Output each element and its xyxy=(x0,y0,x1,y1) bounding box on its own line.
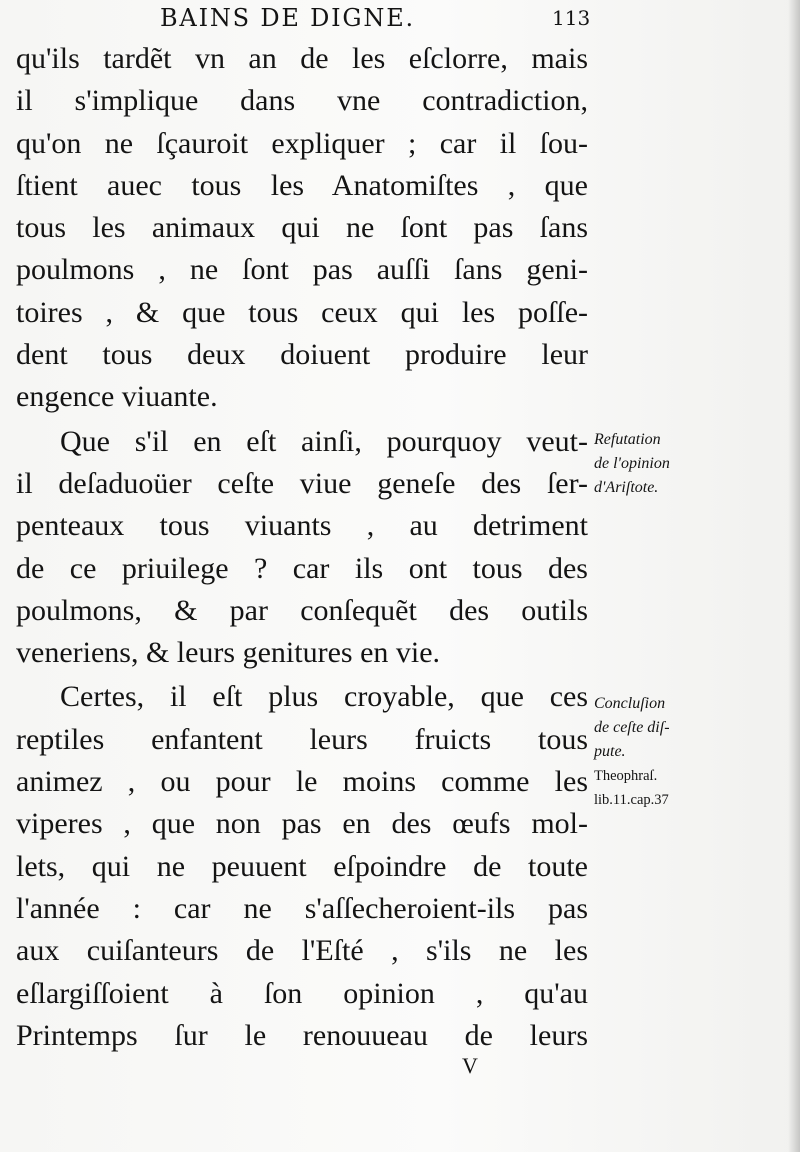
text-line: toires , & que tous ceux qui les poſſe- xyxy=(16,295,588,329)
margin-citation-line: lib.11.cap.37 xyxy=(594,792,669,808)
text-line: viperes , que non pas en des œufs mol- xyxy=(16,807,588,841)
text-line: de ce priuilege ? car ils ont tous des xyxy=(16,551,588,585)
margin-note-refutation xyxy=(594,428,670,500)
text-line: poulmons, & par conſequẽt des outils xyxy=(16,593,588,627)
text-line: ſtient auec tous les Anatomiſtes , que xyxy=(16,168,588,202)
text-line: poulmons , ne ſont pas auſſi ſans geni- xyxy=(16,253,588,287)
text-line: penteaux tous viuants , au detriment xyxy=(16,509,588,543)
margin-note-line: de l'opinion xyxy=(594,455,670,472)
text-line: qu'ils tardẽt vn an de les eſclorre, mais xyxy=(16,42,588,75)
text-line: reptiles enfantent leurs fruicts tous xyxy=(16,722,588,756)
running-head-title: BAINS DE DIGNE. xyxy=(160,4,415,32)
signature-mark: V xyxy=(462,1053,478,1078)
text-line: lets, qui ne peuuent eſpoindre de toute xyxy=(16,849,588,883)
text-line: il s'implique dans vne contradiction, xyxy=(16,84,588,118)
main-text-block xyxy=(16,38,588,1057)
margin-note-line: de ceſte diſ- xyxy=(594,719,670,736)
text-line: l'année : car ne s'aſſecheroient-ils pas xyxy=(16,891,588,925)
text-line: animez , ou pour le moins comme les xyxy=(16,765,588,799)
text-line: Printemps ſur le renouueau de leurs xyxy=(16,1018,588,1052)
text-line: dent tous deux doiuent produire leur xyxy=(16,338,588,372)
text-line: il deſaduoüer ceſte viue geneſe des ſer- xyxy=(16,466,588,500)
page-number: 113 xyxy=(552,6,591,30)
text-line: eſlargiſſoient à ſon opinion , qu'au xyxy=(16,976,588,1010)
text-line: aux cuiſanteurs de l'Eſté , s'ils ne les xyxy=(16,934,588,968)
margin-note-line: Concluſion xyxy=(594,695,666,712)
margin-note-line: d'Ariſtote. xyxy=(594,479,659,496)
text-line: Certes, il eſt plus croyable, que ces xyxy=(60,680,588,714)
text-line: tous les animaux qui ne ſont pas ſans xyxy=(16,211,588,245)
margin-note-line: pute. xyxy=(594,743,626,760)
margin-citation-line: Theophraſ. xyxy=(594,768,658,784)
margin-note-line: Refutation xyxy=(594,431,661,448)
text-line: Que s'il en eſt ainſi, pourquoy veut- xyxy=(60,424,588,458)
page-edge-shadow xyxy=(788,0,800,1152)
margin-note-conclusion xyxy=(594,692,670,812)
text-line: qu'on ne ſçauroit expliquer ; car il ſou- xyxy=(16,126,588,160)
text-line: engence viuante. xyxy=(16,380,218,414)
text-line: veneriens, & leurs genitures en vie. xyxy=(16,636,441,670)
